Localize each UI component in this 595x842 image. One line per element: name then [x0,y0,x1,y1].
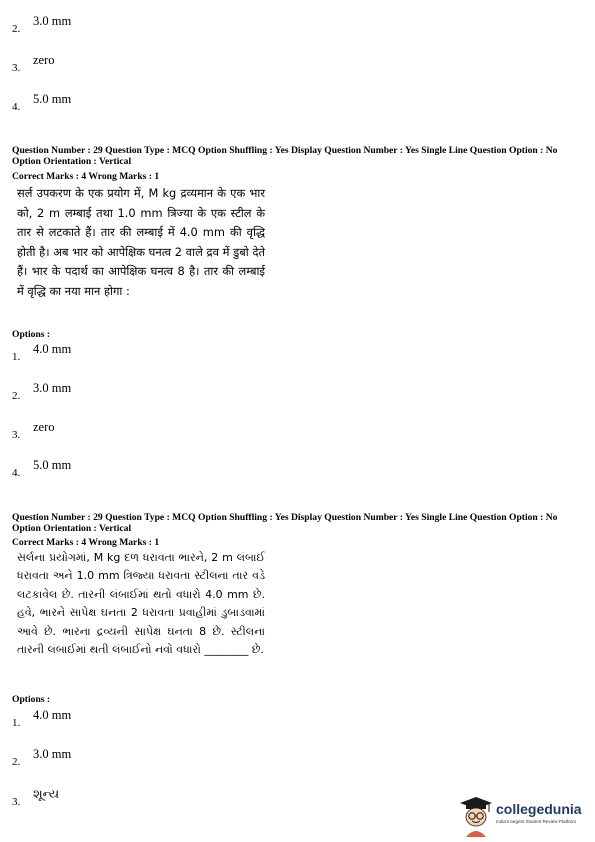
collegedunia-logo [458,795,590,837]
option-number: 4. [12,101,21,113]
option-text: zero [33,420,55,434]
option-text: 4.0 mm [33,708,72,722]
question-marks: Correct Marks : 4 Wrong Marks : 1 [12,171,160,182]
question-text: सर्ल उपकरण के एक प्रयोग में, M kg द्रव्यमान के एक भार को, 2 m लम्बाई तथा 1.0 mm त्रिज्या के एक स्टील के तार से लटकाते हैं। तार की लम्बाई में 4.0 mm की वृद्धि होती है। अब भार को आपेक्षिक घनत्व 2 वाले द्रव में डुबो देते हैं। भार के पदार्थ का आपेक्षिक घनत्व 8 है। तार की लम्बाई में वृद्धि का नया मान होगा : [17,186,265,298]
option-number: 3. [12,62,21,74]
question-text: સર્લના પ્રયોગમાં, M kg દળ ધરાવતા ભારને, 2 m લંબાઈ ધરાવતા અને 1.0 mm ત્રિજ્યા ધરાવતા સ્ટીલના તાર વડે લટકાવેલ છે. તારની લંબાઈમાં થતો વધારો 4.0 mm છે. હવે, ભારને સાપેક્ષ ઘનતા 2 ધરાવતા પ્રવાહીમાં ડુબાડવામાં આવે છે. ભારના દ્રવ્યની સાપેક્ષ ઘનતા 8 છે. સ્ટીલના તારની લંબાઈમાં થતી લંબાઈનો નવો વધારો ________ છે. [17,551,265,657]
question-header: Question Number : 29 Question Type : MCQ Option Shuffling : Yes Display Question Number : Yes Single Line Question Option : No Option Orientation : Vertical [12,512,558,534]
option-number: 3. [12,429,21,441]
option-number: 1. [12,717,21,729]
option-text: 3.0 mm [33,381,72,395]
option-number: 2. [12,756,21,768]
options-label: Options : [12,694,51,705]
option-text: 3.0 mm [33,747,72,761]
option-text: 5.0 mm [33,458,72,472]
question-header: Question Number : 29 Question Type : MCQ Option Shuffling : Yes Display Question Number : Yes Single Line Question Option : No Option Orientation : Vertical [12,145,558,167]
option-text: 3.0 mm [33,14,72,28]
option-text: શૂન્ય [33,787,60,801]
option-number: 2. [12,390,21,402]
option-number: 1. [12,351,21,363]
logo-tagline: India's largest Student Review Platform [496,819,577,824]
option-text: 4.0 mm [33,342,72,356]
option-number: 2. [12,23,21,35]
option-number: 4. [12,467,21,479]
student-mascot-icon [458,795,494,837]
option-number: 3. [12,796,21,808]
logo-name: collegedunia [496,801,582,817]
options-label: Options : [12,329,51,340]
option-text: zero [33,53,55,67]
option-text: 5.0 mm [33,92,72,106]
question-marks: Correct Marks : 4 Wrong Marks : 1 [12,537,160,548]
